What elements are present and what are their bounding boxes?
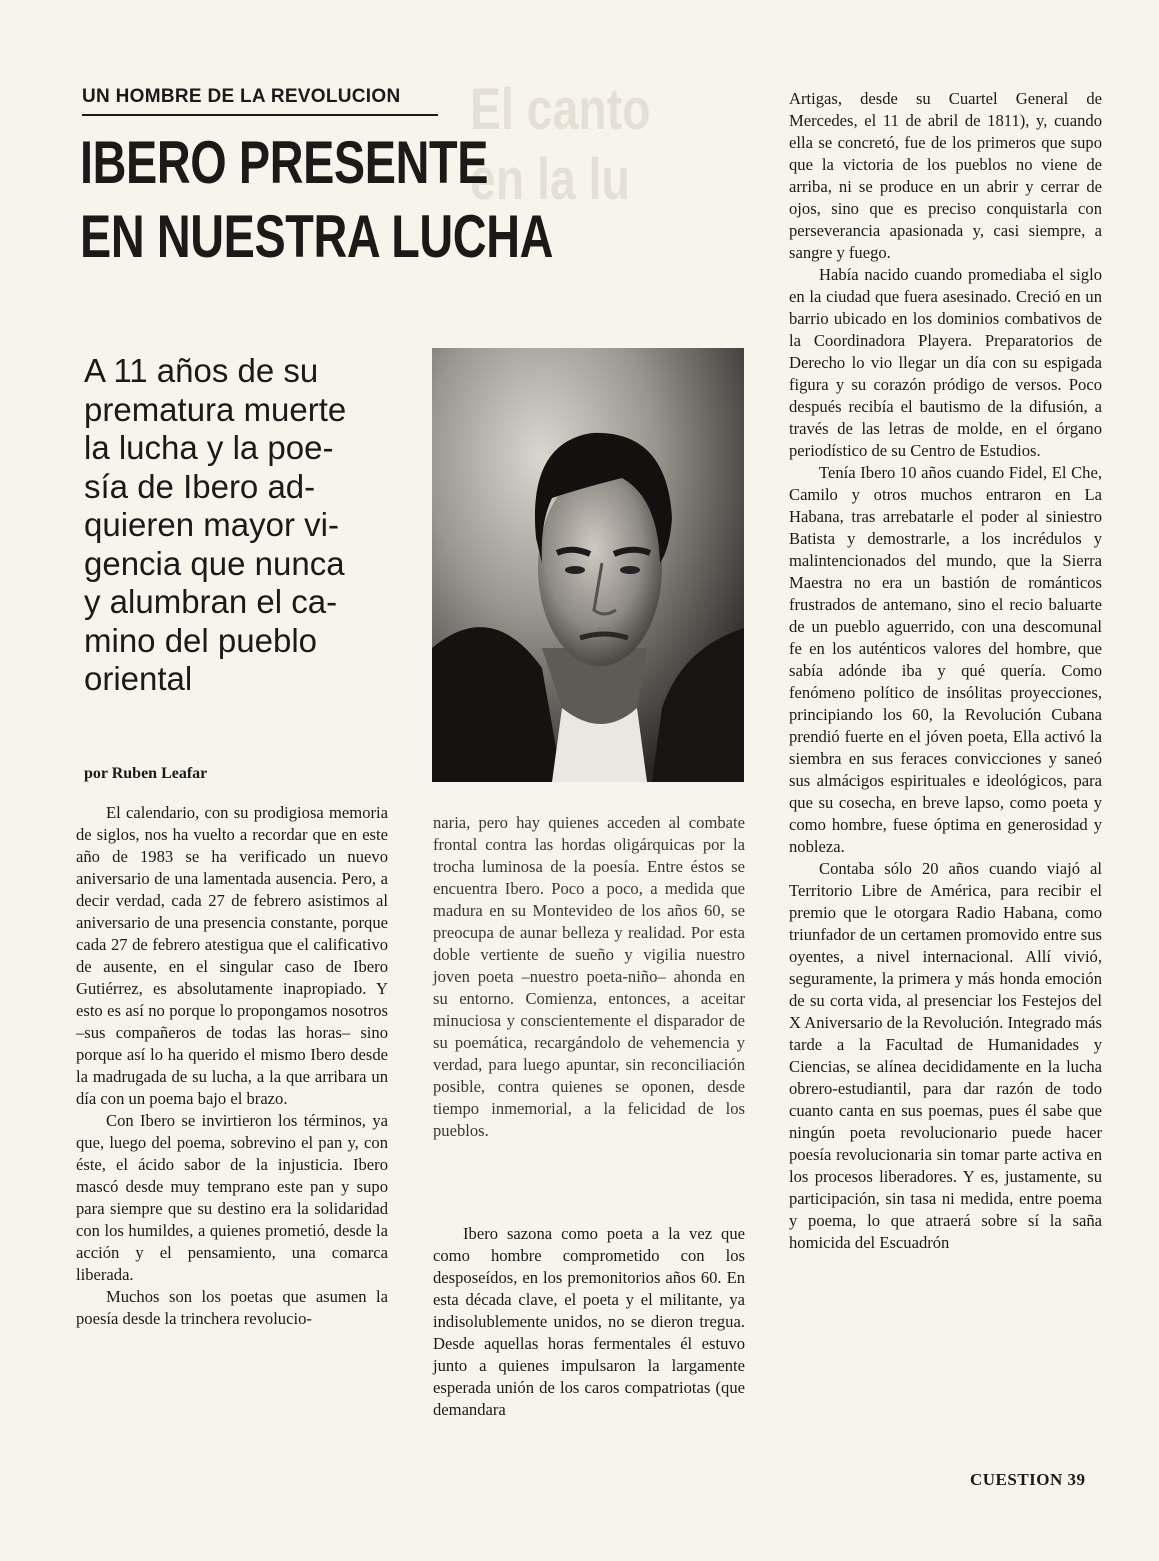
deck-line: mino del pueblo xyxy=(84,621,317,659)
article-column-2 xyxy=(433,812,745,1142)
paragraph: Con Ibero se invirtieron los términos, ya que, luego del poema, sobrevino el pan y, con éste, el ácido sabor de la injusticia. Ibero mascó desde muy temprano este pan y supo para siempre que su destino era la solidaridad con los humildes, a quienes prometió, desde la acción y el pensamiento, una comarca liberada. xyxy=(76,1111,388,1284)
show-through-text: El canto en la lu xyxy=(470,77,651,212)
portrait-illustration xyxy=(432,348,744,782)
deck-line: quieren mayor vi- xyxy=(84,506,339,543)
article-column-1 xyxy=(76,802,388,1330)
deck-line: oriental xyxy=(84,660,193,697)
deck-line: gencia que nunca xyxy=(84,544,345,582)
article-deck xyxy=(84,352,384,699)
paragraph: Contaba sólo 20 años cuando viajó al Territorio Libre de América, para recibir el premio que le otorgara Radio Habana, como triunfador de un certamen promovido entre sus oyentes, a nivel internacional. Allí vivió, seguramente, la primera y más honda emoción de su corta vida, al presenciar los Festejos del X Aniversario de la Revolución. Integrado más tarde a la Facultad de Humanidades y Ciencias, se alínea decididamente en la lucha obrero-estudiantil, para dar razón de todo cuanto canta en sus poemas, pues él sabe que ningún poeta revolucionario puede hacer poesía revolucionaria sin tomar parte activa en los procesos liberadores. Y es, justamente, su participación, sin tasa ni medida, entre poema y poema, lo que atraerá sobre sí la saña homicida del Escuadrón xyxy=(789,859,1102,1252)
byline: por Ruben Leafar xyxy=(84,765,208,782)
paragraph: Había nacido cuando promediaba el siglo en la ciudad que fuera asesinado. Creció en un barrio ubicado en los dominios combativos de la Coordinadora Playera. Preparatorios de Derecho lo vio llegar un día con su espigada figura y su corazón pródigo de versos. Poco después recibía el bautismo de la difusión, a través de las letras de molde, en el órgano periodístico de su Centro de Estudios. xyxy=(789,265,1102,460)
paragraph: Tenía Ibero 10 años cuando Fidel, El Che, Camilo y otros muchos entraron en La Habana, tras arrebatarle el poder al siniestro Batista y demostrarle, a los incrédulos y malintencionados del mundo, que la Sierra Maestra no era un bastión de románticos frustrados de antemano, sino el recio baluarte de un pueblo aguerrido, con una descomunal fe en los auténticos valores del hombre, que sabía adónde iba y qué quería. Como fenómeno político de insólitas proyecciones, principiando los 60, la Revolución Cubana prendió fuerte en el jóven poeta, Ella activó la siembra en sus feraces convicciones y saneó sus almácigos espirituales e ideológicos, para que su cosecha, en breve lapso, como poeta y como hombre, fuese óptima en generosidad y nobleza. xyxy=(789,463,1102,856)
deck-line: prematura muerte xyxy=(84,390,347,428)
deck-line: la lucha y la poe- xyxy=(84,429,334,466)
paragraph: naria, pero hay quienes acceden al combate frontal contra las hordas oligárquicas por la trocha luminosa de la poesía. Entre éstos se encuentra Ibero. Poco a poco, a medida que madura en su Montevideo de los años 60, se preocupa de aunar belleza y realidad. Por esta doble vertiente de sueño y vigilia nuestro joven poeta –nuestro poeta-niño– ahonda en su entorno. Comienza, entonces, a aceitar minuciosa y conscientemente el disparador de su poemática, recargándolo de vehemencia y verdad, para luego apuntar, sin reconciliación posible, contra quienes se oponen, desde tiempo inmemorial, a la felicidad de los pueblos. xyxy=(433,813,745,1140)
paragraph: Artigas, desde su Cuartel General de Mercedes, el 11 de abril de 1811), y, cuando ella se concretó, fue de los primeros que supo que la victoria de los pueblos no viene de arriba, ni se produce en un abrir y cerrar de ojos, sino que es preciso conquistarla con perseverancia apasionada y, casi siempre, a sangre y fuego. xyxy=(789,89,1102,262)
headline-line-1: IBERO PRESENTE xyxy=(80,129,489,196)
deck-line: A 11 años de su xyxy=(84,352,319,389)
page-folio: CUESTION 39 xyxy=(970,1470,1086,1489)
deck-line: y alumbran el ca- xyxy=(84,583,338,620)
article-headline xyxy=(80,126,564,274)
section-kicker: UN HOMBRE DE LA REVOLUCION xyxy=(82,86,438,116)
paragraph: El calendario, con su prodigiosa memoria de siglos, nos ha vuelto a recordar que en este año de 1983 se ha verificado un nuevo aniversario de una lamentada ausencia. Pero, a decir verdad, cada 27 de febrero asistimos al aniversario de una presencia constante, porque cada 27 de febrero atestigua que el calificativo de ausente, en el singular caso de Ibero Gutiérrez, es absolutamente inapropiado. Y esto es así no porque lo propongamos nosotros –sus compañeros de todas las horas– sino porque así lo ha querido el mismo Ibero desde la madrugada de su lucha, a la que arribara un día con un poema bajo el brazo. xyxy=(76,803,388,1108)
paragraph: Ibero sazona como poeta a la vez que como hombre comprometido con los desposeídos, en los premonitorios años 60. En esta década clave, el poeta y el militante, ya indisolublemente unidos, no se dieron tregua. Desde aquellas horas fermentales él estuvo junto a quienes impulsaron la largamente esperada unión de los caros compatriotas (que demandara xyxy=(433,1224,745,1419)
article-column-2-continued xyxy=(433,1223,745,1421)
portrait-photo xyxy=(432,348,744,782)
article-column-3 xyxy=(789,88,1102,1254)
deck-line: sía de Ibero ad- xyxy=(84,467,316,505)
paragraph: Muchos son los poetas que asumen la poesía desde la trinchera revolucio- xyxy=(76,1287,388,1328)
headline-line-2: EN NUESTRA LUCHA xyxy=(80,203,554,270)
